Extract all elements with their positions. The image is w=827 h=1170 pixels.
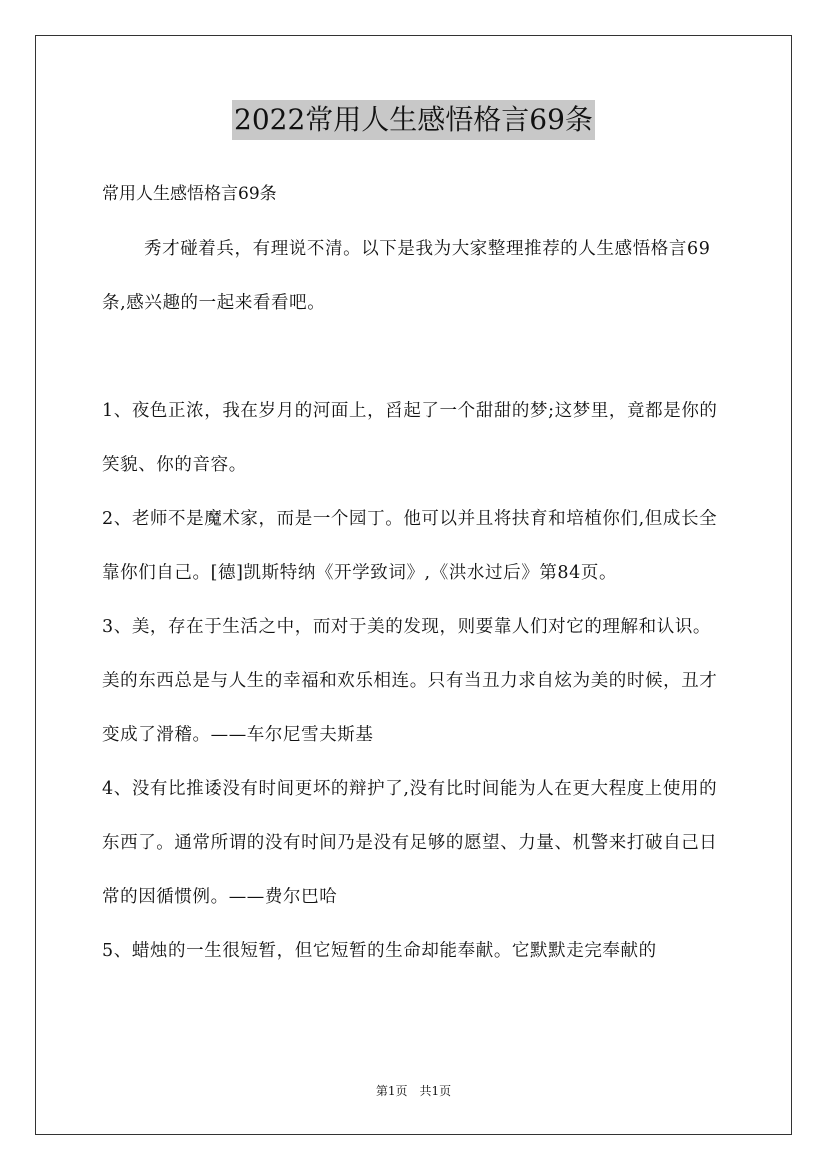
quote-item-5: 5、蜡烛的一生很短暂，但它短暂的生命却能奉献。它默默走完奉献的 [102,941,657,961]
quote-item-2: 2、老师不是魔术家，而是一个园丁。他可以并且将扶育和培植你们,但成长全靠你们自己。[德]凯斯特纳《开学致词》,《洪水过后》第84页。 [102,509,718,583]
title-container [0,100,827,140]
intro-paragraph: 秀才碰着兵，有理说不清。以下是我为大家整理推荐的人生感悟格言69条,感兴趣的一起来看看吧。 [102,239,711,313]
document-title: 2022常用人生感悟格言69条 [232,100,595,140]
document-subtitle: 常用人生感悟格言69条 [102,184,277,204]
quote-list [102,384,728,978]
quote-item-4: 4、没有比推诿没有时间更坏的辩护了,没有比时间能为人在更大程度上使用的东西了。通常所谓的没有时间乃是没有足够的愿望、力量、机警来打破自己日常的因循惯例。——费尔巴哈 [102,779,718,907]
quote-item-3: 3、美，存在于生活之中，而对于美的发现，则要靠人们对它的理解和认识。美的东西总是与人生的幸福和欢乐相连。只有当丑力求自炫为美的时候，丑才变成了滑稽。——车尔尼雪夫斯基 [102,617,718,745]
quote-item-1: 1、夜色正浓，我在岁月的河面上，舀起了一个甜甜的梦;这梦里，竟都是你的笑貌、你的音容。 [102,401,718,475]
page-footer: 第1页 共1页 [375,1084,452,1098]
